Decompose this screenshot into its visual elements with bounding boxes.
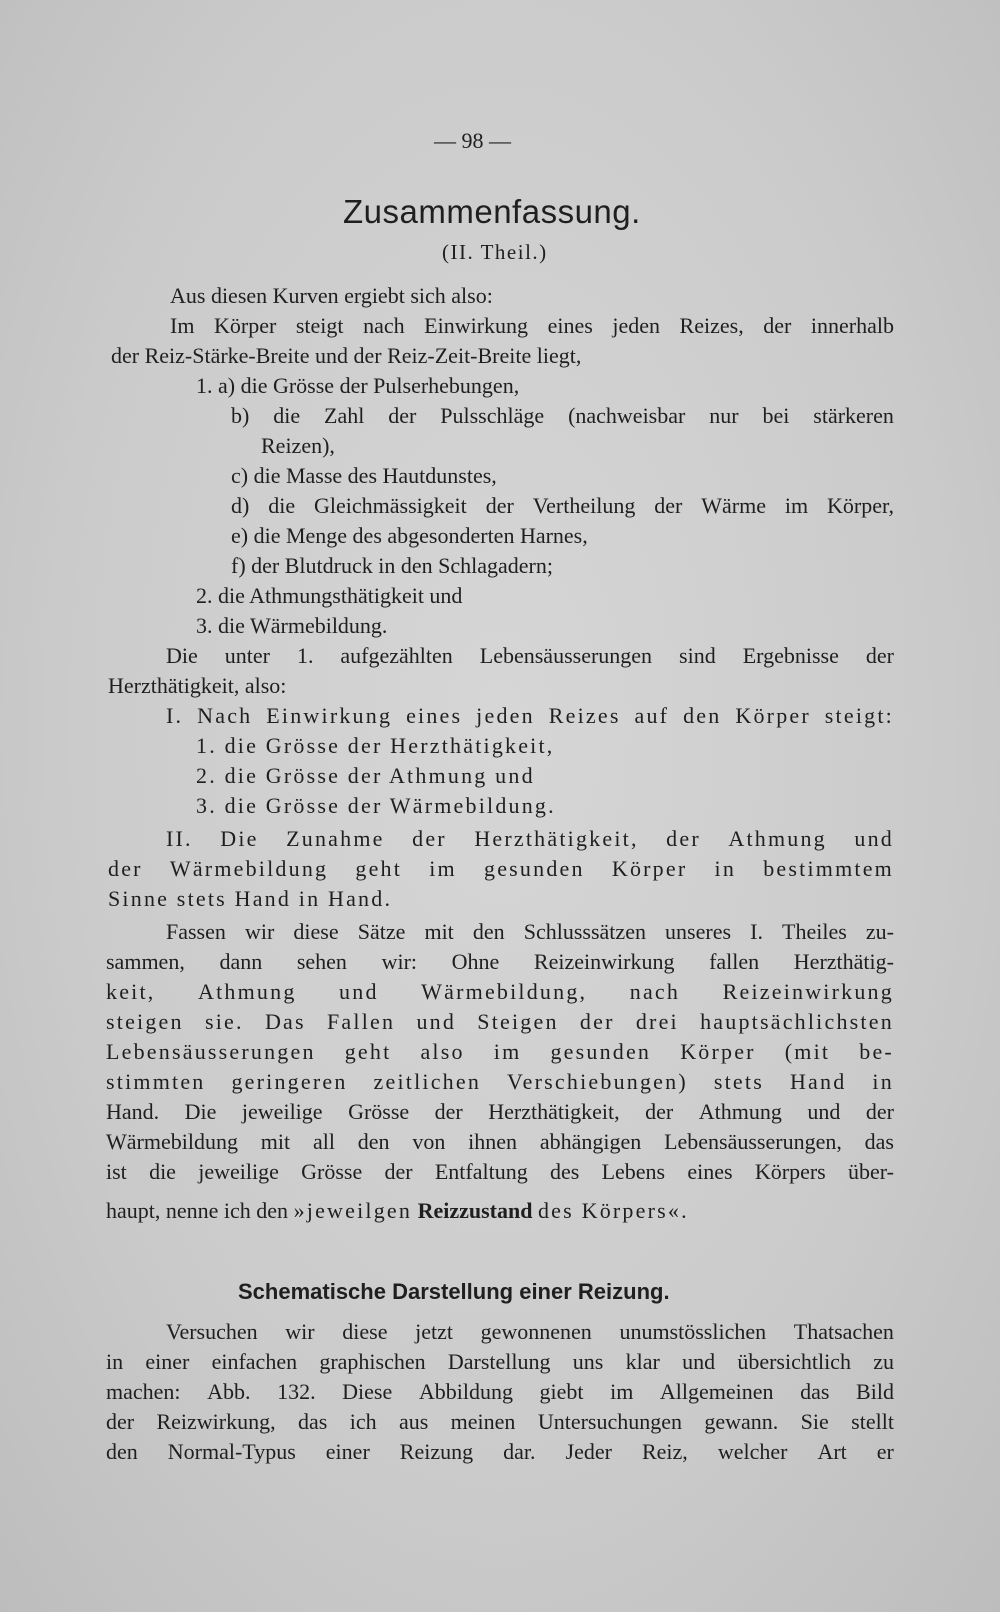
paragraph-line [106, 1348, 894, 1376]
word: diese [293, 919, 339, 944]
word: geht [355, 856, 403, 881]
paragraph-line [106, 1128, 894, 1156]
text-run-bold: Reizzustand [417, 1198, 533, 1223]
word: Diese [342, 1379, 393, 1404]
word: klar [625, 1349, 660, 1374]
word: drei [635, 1009, 679, 1034]
paragraph-line: c) die Masse des Hautdunstes, [231, 463, 497, 488]
word: Sätze [357, 919, 406, 944]
word: Athmung [198, 979, 297, 1004]
word: (nachweisbar [568, 403, 686, 428]
paragraph-line: 3. die Grösse der Wärmebildung. [196, 793, 556, 818]
word: nach [629, 979, 681, 1004]
word: von [412, 1129, 446, 1154]
word: Jeder [565, 1439, 612, 1464]
word: Wärmebildung [106, 1129, 238, 1154]
word: Herzthätigkeit, [474, 826, 639, 851]
word: Steigen [477, 1009, 559, 1034]
word: Grösse [348, 1099, 410, 1124]
word: den [683, 703, 722, 728]
word: nach [363, 313, 405, 338]
word: einer [145, 1349, 190, 1374]
word: steigt: [824, 703, 894, 728]
paragraph-line [166, 702, 894, 730]
word: Einwirkung [424, 313, 529, 338]
paragraph-line [166, 918, 894, 946]
word: jeden [476, 703, 535, 728]
word: Bild [856, 1379, 894, 1404]
word: und [416, 1009, 457, 1034]
word: der [865, 643, 894, 668]
word: Reizeinwirkung [722, 979, 894, 1004]
word: Fassen [166, 919, 226, 944]
paragraph-line: 1. a) die Grösse der Pulserhebungen, [196, 373, 520, 398]
word: Abb. [207, 1379, 251, 1404]
word: 1. [296, 643, 314, 668]
word: die [268, 493, 296, 518]
word: mit [424, 919, 454, 944]
word: eines [406, 703, 463, 728]
word: die [149, 1159, 176, 1184]
word: Die [184, 1099, 217, 1124]
paragraph-line: 3. die Wärmebildung. [196, 613, 388, 638]
word: im [610, 1379, 634, 1404]
paragraph-line [108, 855, 894, 883]
word: auf [634, 703, 670, 728]
word: Körper [611, 856, 688, 881]
page-title: Zusammenfassung. [343, 193, 641, 230]
word: sind [679, 643, 716, 668]
paragraph-line [166, 1318, 894, 1346]
word: in [714, 856, 737, 881]
word: Zahl [324, 403, 365, 428]
word: Allgemeinen [659, 1379, 774, 1404]
word: diese [342, 1319, 388, 1344]
paragraph-line [166, 825, 894, 853]
word: Pulsschläge [440, 403, 545, 428]
word: zu [873, 1349, 894, 1374]
word: der [434, 1099, 463, 1124]
word: Darstellung [447, 1349, 551, 1374]
word: geringeren [231, 1069, 348, 1094]
word: Ergebnisse [742, 643, 839, 668]
word: mit [260, 1129, 291, 1154]
paragraph-line [106, 1197, 894, 1225]
word: jeden [612, 313, 660, 338]
word: Athmung [698, 1099, 782, 1124]
word: Ohne [451, 949, 500, 974]
text-run-spaced: des Körpers«. [537, 1198, 689, 1223]
word: im [784, 493, 809, 518]
word: all [312, 1129, 335, 1154]
word: Lebensäusserungen [479, 643, 653, 668]
word: unseres [665, 919, 732, 944]
paragraph-line: Sinne stets Hand in Hand. [108, 886, 393, 911]
word: zu- [865, 919, 894, 944]
word: aufgezählten [340, 643, 453, 668]
word: Wärmebildung, [421, 979, 588, 1004]
word: Körpers [754, 1159, 826, 1184]
word: der [384, 1159, 413, 1184]
word: gewann. [704, 1409, 779, 1434]
paragraph-line: 2. die Athmungsthätigkeit und [196, 583, 463, 608]
word: den [106, 1439, 138, 1464]
paragraph-line [106, 1008, 894, 1036]
word: der [108, 856, 143, 881]
word: graphischen [319, 1349, 426, 1374]
word: Art [817, 1439, 847, 1464]
word: gewonnenen [480, 1319, 592, 1344]
word: gesunden [484, 856, 585, 881]
paragraph-line [231, 402, 894, 430]
word: wir: [381, 949, 418, 974]
word: keit, [106, 979, 156, 1004]
word: Herzthätig- [793, 949, 894, 974]
word: dann [219, 949, 263, 974]
word: das [864, 1129, 894, 1154]
word: eines [687, 1159, 733, 1184]
word: einer [325, 1439, 370, 1464]
word: Sie [800, 1409, 829, 1434]
word: der [106, 1409, 135, 1434]
word: der [485, 493, 514, 518]
word: des [550, 1159, 580, 1184]
word: übersichtlich [737, 1349, 851, 1374]
word: im [429, 856, 457, 881]
word: jeweilige [241, 1099, 323, 1124]
word: unumstösslichen [619, 1319, 767, 1344]
word: die [273, 403, 301, 428]
paragraph-line [106, 1378, 894, 1406]
word: bei [762, 403, 790, 428]
section-heading: Schematische Darstellung einer Reizung. [238, 1279, 670, 1304]
word: Körper [214, 313, 277, 338]
word: der [865, 1099, 894, 1124]
word: meinen [450, 1409, 516, 1434]
word: das [298, 1409, 328, 1434]
word: fallen [709, 949, 760, 974]
word: aus [398, 1409, 429, 1434]
word: 132. [277, 1379, 316, 1404]
word: nur [709, 403, 739, 428]
word: Körper [735, 703, 811, 728]
paragraph-line [106, 1408, 894, 1436]
word: (mit [784, 1039, 831, 1064]
word: Vertheilung [532, 493, 636, 518]
word: ist [106, 1159, 127, 1184]
paragraph-line [231, 492, 894, 520]
paragraph-line [106, 1438, 894, 1466]
word: und [807, 1099, 841, 1124]
word: geht [344, 1039, 392, 1064]
word: Wärme [701, 493, 766, 518]
paragraph-line: der Reiz-Stärke-Breite und der Reiz-Zeit-Breite liegt, [111, 343, 582, 368]
word: der [666, 826, 701, 851]
paragraph-line: Herzthätigkeit, also: [108, 673, 287, 698]
word: und [339, 979, 379, 1004]
word: Verschiebungen) [507, 1069, 688, 1094]
word: Schlusssätzen [523, 919, 646, 944]
word: steigen [106, 1009, 184, 1034]
word: wir [285, 1319, 315, 1344]
word: Lebens [601, 1159, 666, 1184]
word: steigt [295, 313, 344, 338]
word: Wärmebildung [169, 856, 329, 881]
word: im [493, 1039, 522, 1064]
word: I. [750, 919, 763, 944]
word: Lebensäusserungen, [664, 1129, 842, 1154]
paragraph-line: Reizen), [261, 433, 335, 458]
word: I. [166, 703, 184, 728]
paragraph-line: 2. die Grösse der Athmung und [196, 763, 535, 788]
word: Gleichmässigkeit [314, 493, 467, 518]
word: Körper, [827, 493, 894, 518]
word: also [420, 1039, 465, 1064]
word: und [854, 826, 894, 851]
paragraph-line [106, 978, 894, 1006]
text-run: haupt, nenne ich den [106, 1198, 289, 1223]
word: Hand. [106, 1099, 160, 1124]
page-number: — 98 — [434, 128, 511, 153]
word: Untersuchungen [537, 1409, 682, 1434]
word: welcher [717, 1439, 788, 1464]
word: Hand [789, 1069, 847, 1094]
word: Thatsachen [793, 1319, 894, 1344]
word: Zunahme [286, 826, 385, 851]
word: ich [349, 1409, 377, 1434]
paragraph-line [106, 1098, 894, 1126]
paragraph-line [166, 642, 894, 670]
word: hauptsächlichsten [700, 1009, 894, 1034]
word: II. [166, 826, 193, 851]
word: ihnen [468, 1129, 518, 1154]
word: der [654, 493, 683, 518]
paragraph-line: Aus diesen Kurven ergiebt sich also: [170, 283, 493, 308]
word: zeitlichen [373, 1069, 482, 1094]
word: be- [859, 1039, 894, 1064]
word: Entfaltung [434, 1159, 528, 1184]
word: Nach [197, 703, 253, 728]
word: einfachen [211, 1349, 298, 1374]
word: der [579, 1009, 615, 1034]
word: innerhalb [810, 313, 894, 338]
word: Einwirkung [266, 703, 393, 728]
word: der [763, 313, 792, 338]
word: sehen [296, 949, 347, 974]
word: Abbildung [418, 1379, 513, 1404]
word: Reizwirkung, [156, 1409, 276, 1434]
paragraph-line: e) die Menge des abgesonderten Harnes, [231, 523, 588, 548]
word: stellt [851, 1409, 894, 1434]
word: jeweilige [198, 1159, 279, 1184]
word: den [357, 1129, 390, 1154]
word: unter [224, 643, 270, 668]
word: Die [166, 643, 198, 668]
word: Reizes [548, 703, 621, 728]
word: dar. [503, 1439, 536, 1464]
paragraph-line [106, 948, 894, 976]
word: Lebensäusserungen [106, 1039, 316, 1064]
word: Reiz, [641, 1439, 688, 1464]
paragraph-line [106, 1068, 894, 1096]
paragraph-line [106, 1158, 894, 1186]
word: bestimmtem [763, 856, 894, 881]
word: eines [547, 313, 593, 338]
word: d) [231, 493, 250, 518]
word: wir [244, 919, 275, 944]
word: sammen, [106, 949, 185, 974]
word: giebt [539, 1379, 584, 1404]
word: Versuchen [166, 1319, 258, 1344]
word: uns [572, 1349, 604, 1374]
word: Im [170, 313, 195, 338]
word: Athmung [728, 826, 827, 851]
word: jetzt [415, 1319, 453, 1344]
word: Die [220, 826, 259, 851]
text-run-spaced: »jeweilgen [293, 1198, 413, 1223]
word: Fallen [327, 1009, 396, 1034]
word: über- [848, 1159, 894, 1184]
word: Das [264, 1009, 306, 1034]
word: stimmten [106, 1069, 206, 1094]
word: in [106, 1349, 124, 1374]
page-subtitle: (II. Theil.) [442, 240, 548, 264]
word: b) [231, 403, 250, 428]
word: der [412, 826, 447, 851]
word: machen: [106, 1379, 181, 1404]
word: abhängigen [539, 1129, 642, 1154]
word: der [645, 1099, 674, 1124]
paragraph-line [106, 1038, 894, 1066]
word: Reizung [399, 1439, 474, 1464]
word: der [388, 403, 417, 428]
word: gesunden [550, 1039, 652, 1064]
word: Körper [680, 1039, 756, 1064]
word: er [876, 1439, 894, 1464]
word: Grösse [301, 1159, 363, 1184]
word: in [872, 1069, 894, 1094]
word: stärkeren [813, 403, 894, 428]
word: Herzthätigkeit, [488, 1099, 620, 1124]
word: und [682, 1349, 716, 1374]
word: Reizes, [679, 313, 744, 338]
word: den [472, 919, 505, 944]
paragraph-line: 1. die Grösse der Herzthätigkeit, [196, 733, 555, 758]
word: stets [713, 1069, 764, 1094]
word: Reizeinwirkung [533, 949, 675, 974]
word: sie. [204, 1009, 244, 1034]
word: Normal-Typus [167, 1439, 296, 1464]
word: das [800, 1379, 830, 1404]
word: Theiles [782, 919, 847, 944]
paragraph-line: f) der Blutdruck in den Schlagadern; [231, 553, 553, 578]
paragraph-line [170, 312, 894, 340]
